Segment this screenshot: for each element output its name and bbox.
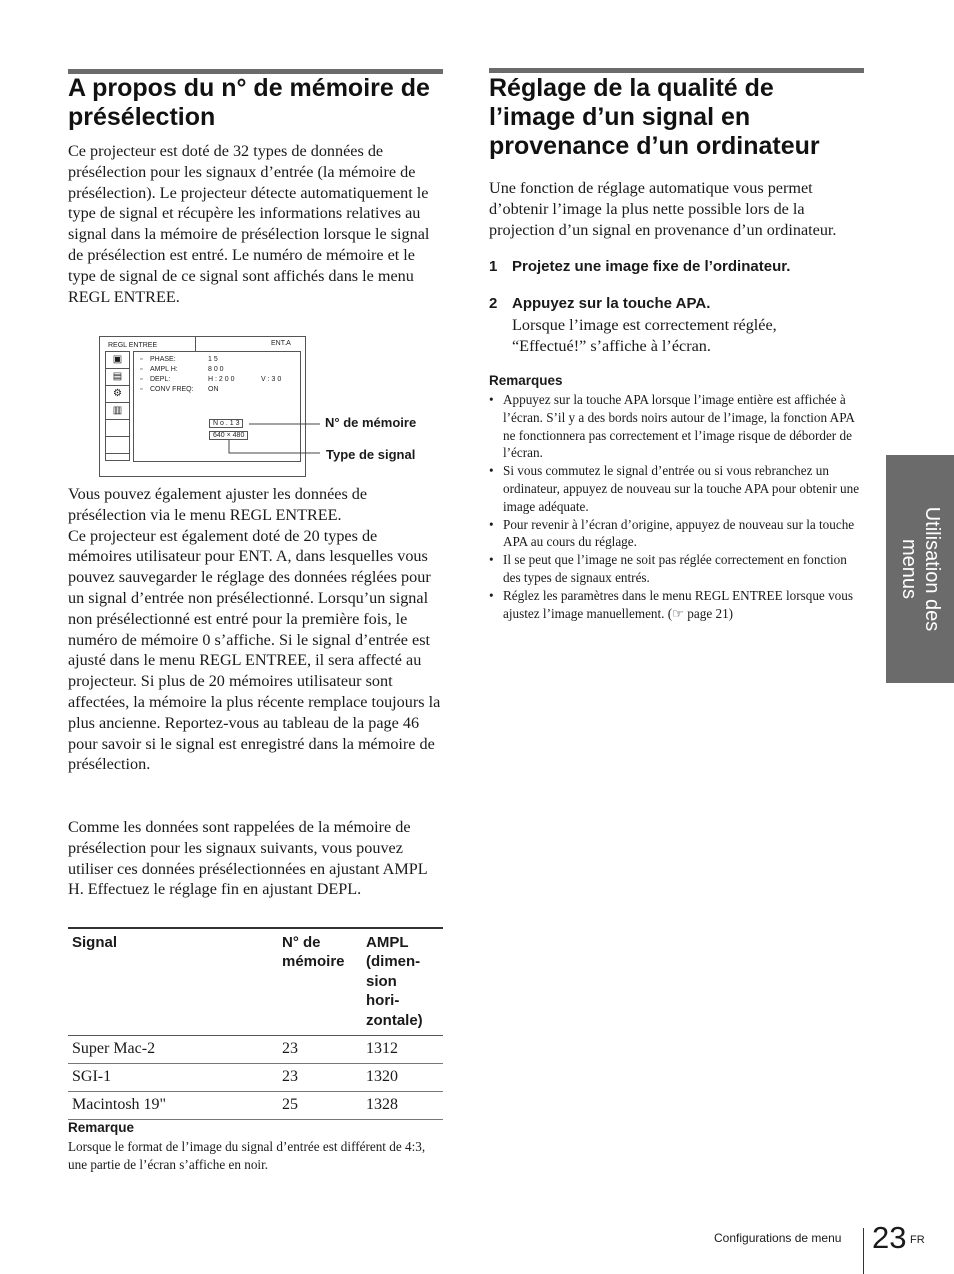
cell-ampl: 1328 bbox=[362, 1092, 443, 1120]
header-memory: N° de mémoire bbox=[278, 928, 362, 1036]
notes-list bbox=[489, 391, 864, 622]
left-intro: Ce projecteur est doté de 32 types de données de présélection pour les signaux d’entrée (la mémoire de présélection). Le projecteur détecte automatiquement le type de signal et récupère les informations relatives au signal dans la mémoire de présélection lorsque le signal de présélection est entré. Le numéro de mémoire et le type de signal de ce signal sont affichés dans le menu REGL ENTREE. bbox=[68, 142, 430, 306]
bullet-icon: ▫ bbox=[140, 376, 143, 383]
section-side-tab bbox=[886, 455, 954, 683]
menu-title: REGL ENTREE bbox=[108, 342, 158, 349]
left-para-3: Comme les données sont rappelées de la mémoire de présélection pour les signaux suivants, vous pouvez utiliser ces données présélectionnées en ajustant AMPL H. Effectuez le réglage fin en ajustant DEPL. bbox=[68, 818, 428, 899]
picture-icon: ▣ bbox=[106, 352, 129, 369]
cell-ampl: 1320 bbox=[362, 1064, 443, 1092]
left-para-2 bbox=[68, 484, 443, 775]
cell-memory: 23 bbox=[278, 1036, 362, 1064]
callout-signal-type: Type de signal bbox=[326, 447, 416, 462]
menu-item-label: PHASE: bbox=[150, 356, 176, 363]
right-heading: Réglage de la qualité de l’image d’un signal en provenance d’un ordinateur bbox=[489, 74, 820, 160]
list-item: • Pour revenir à l’écran d’origine, appuyez de nouveau sur la touche APA au cours du réglage. bbox=[489, 516, 864, 552]
page-number: 23 bbox=[872, 1220, 907, 1255]
menu-item-label: CONV FREQ: bbox=[150, 386, 194, 393]
list-item: • Réglez les paramètres dans le menu REGL ENTREE lorsque vous ajustez l’image manuellement. (☞ page 21) bbox=[489, 587, 864, 623]
menu-item-label: AMPL H: bbox=[150, 366, 178, 373]
input-setting-icon: ▤ bbox=[106, 369, 129, 386]
list-item: • Si vous commutez le signal d’entrée ou si vous rebranchez un ordinateur, appuyez de nouveau sur la touche APA pour obtenir une image adéquate. bbox=[489, 462, 864, 515]
menu-item-label: DEPL: bbox=[150, 376, 171, 383]
language-code: FR bbox=[910, 1234, 925, 1246]
menu-item-value: ON bbox=[208, 386, 219, 393]
settings-icon: ⚙ bbox=[106, 386, 129, 403]
installation-icon: ▥ bbox=[106, 403, 129, 420]
header-signal: Signal bbox=[68, 928, 278, 1036]
signal-table bbox=[68, 927, 443, 1120]
bullet-icon: ▫ bbox=[140, 366, 143, 373]
menu-item-value: 8 0 0 bbox=[208, 366, 224, 373]
note-text: Lorsque le format de l’image du signal d’entrée est différent de 4:3, une partie de l’écran s’affiche en noir. bbox=[68, 1139, 426, 1172]
list-item: • Appuyez sur la touche APA lorsque l’image entière est affichée à l’écran. S’il y a des bords noirs autour de l’image, la fonction APA ne fonctionnera pas correctement et l’image risque de déborder de l’écran. bbox=[489, 391, 864, 462]
notes-heading: Remarques bbox=[489, 373, 563, 388]
left-heading: A propos du n° de mémoire de présélection bbox=[68, 74, 430, 131]
left-note bbox=[68, 1120, 443, 1174]
para-2a: Vous pouvez également ajuster les données de présélection via le menu REGL ENTREE. bbox=[68, 485, 368, 524]
step-1-number: 1 bbox=[489, 258, 498, 275]
cell-memory: 23 bbox=[278, 1064, 362, 1092]
table-row bbox=[68, 1092, 443, 1120]
table-row bbox=[68, 1036, 443, 1064]
step-1 bbox=[489, 258, 790, 275]
cell-ampl: 1312 bbox=[362, 1036, 443, 1064]
cell-signal: Macintosh 19" bbox=[68, 1092, 278, 1120]
table-row bbox=[68, 1064, 443, 1092]
step-2-number: 2 bbox=[489, 295, 498, 312]
menu-item-value2: V : 3 0 bbox=[261, 376, 282, 383]
cell-signal: Super Mac-2 bbox=[68, 1036, 278, 1064]
right-intro: Une fonction de réglage automatique vous permet d’obtenir l’image la plus nette possible lors de la projection d’un signal en provenance d’un ordinateur. bbox=[489, 179, 837, 239]
menu-item-value: 1 5 bbox=[208, 356, 218, 363]
bullet-icon: ▫ bbox=[140, 356, 143, 363]
table-header-row bbox=[68, 928, 443, 1036]
cell-memory: 25 bbox=[278, 1092, 362, 1120]
header-ampl: AMPL (dimen- sion hori- zontale) bbox=[362, 928, 443, 1036]
list-item: • Il se peut que l’image ne soit pas réglée correctement en fonction des types de signaux entrés. bbox=[489, 551, 864, 587]
step-2-detail: Lorsque l’image est correctement réglée, “Effectué!” s’affiche à l’écran. bbox=[512, 316, 777, 355]
note-heading: Remarque bbox=[68, 1120, 135, 1135]
callout-memory-number: N° de mémoire bbox=[325, 415, 417, 430]
footer-divider bbox=[863, 1228, 864, 1274]
step-1-text: Projetez une image fixe de l’ordinateur. bbox=[512, 258, 791, 275]
signal-type-box: 640 × 480 bbox=[209, 431, 248, 440]
footer-section-label: Configurations de menu bbox=[714, 1231, 842, 1245]
cell-signal: SGI-1 bbox=[68, 1064, 278, 1092]
bullet-icon: ▫ bbox=[140, 386, 143, 393]
right-notes bbox=[489, 373, 864, 622]
side-tab-label: Utilisation des menus bbox=[898, 506, 943, 632]
menu-item-value: H : 2 0 0 bbox=[208, 376, 235, 383]
step-2-text: Appuyez sur la touche APA. bbox=[512, 295, 711, 312]
input-label: ENT.A bbox=[271, 340, 291, 347]
step-2 bbox=[489, 295, 710, 312]
para-2b: Ce projecteur est également doté de 20 types de mémoires utilisateur pour ENT. A, dans lesquelles vous pouvez sauvegarder le réglage des données réglées pour un signal d’entrée non présélectionné. Lorsqu’un signal non présélectionné est entré pour la première fois, le numéro de mémoire 0 s’affiche. Si le signal d’entrée est ajusté dans le menu REGL ENTREE, il sera affecté au projecteur. Si plus de 20 mémoires utilisateur sont affectées, la mémoire la plus récente remplace toujours la plus ancienne. Reportez-vous au tableau de la page 46 pour savoir si le signal est enregistré dans la mémoire de présélection. bbox=[68, 526, 441, 774]
memory-number-box: N o . 1 3 bbox=[209, 419, 243, 428]
right-heading-rule bbox=[489, 68, 864, 73]
